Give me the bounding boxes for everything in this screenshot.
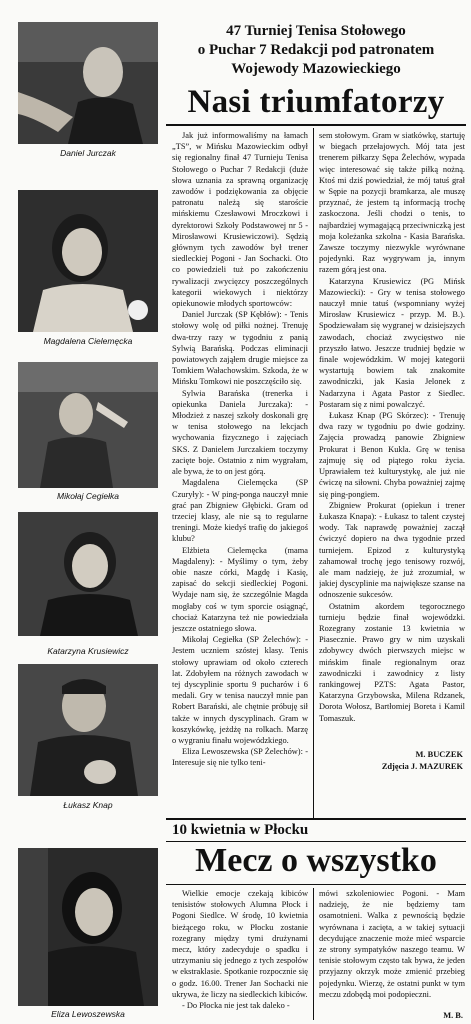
photo-mikolaj-cegielka [18,362,158,488]
article2-byline: M. B. [443,1011,463,1020]
paragraph: mówi szkoleniowiec Pogoni. - Mam nadzieję, że nie będziemy tam osamotnieni. Walka z pewnością będzie wyrównana i zacięta, a w takiej sytuacji decydujące znaczenie może mieć wsparcie ze strony sympatyków naszego teamu. W tenisie stołowym często tak bywa, że jeden przyjazny okrzyk może zmienić przebieg pojedynku. Wierzę, że ostatni punkt w tym meczu zdobędą moi podopieczni. [319,889,465,999]
photo-column [4,0,160,1024]
article2-kicker: 10 kwietnia w Płocku [172,822,309,838]
headline-rule [166,884,466,885]
kicker-line: o Puchar 7 Redakcji pod patronatem [197,42,435,58]
photo-eliza-lewoszewska [18,848,158,1006]
paragraph: Zbigniew Prokurat (opiekun i trener Łukasza Knapa): - Łukasz to talent czystej wody. Tak naprawdę poważniej zaczął ćwiczyć dopiero na dwa tygodnie przed turniejem. Epizod z kulturystyką zahamował trochę jego tenisowy rozwój, ale mam nadzieję, że już zrozumiał, w jakiej dyscyplinie ma największe szanse na odnoszenie sukcesów. [319,500,465,600]
photo-katarzyna-krusiewicz [18,512,158,636]
photo-caption: Daniel Jurczak [60,148,116,158]
photo-caption: Eliza Lewoszewska [51,1009,125,1019]
paragraph: Wielkie emocje czekają kibiców tenisistów stołowych Alumna Płock i Pogoni Siedlce. W środę, 10 kwietnia bieżącego roku, w Płocku zostanie rozegrany między tymi drużynami mecz, który zadecyduje o spadku i utrzymaniu się jednego z tych zespołów w ekstraklasie. Spotkanie rozpocznie się o godz. 16.00. Trener Jan Sochacki nie ukrywa, że liczy na siedleckich kibiców. [172,889,308,999]
paragraph: - Do Płocka nie jest tak daleko - [182,1001,290,1011]
article-kicker [166,22,466,79]
paragraph: Mikołaj Cegiełka (SP Żelechów): - Jestem uczniem szóstej klasy. Tenis stołowy uprawiam od około czterech lat. Zdobyłem na różnych zawodach w tej dyscyplinie sportu 9 pucharów i 6 medali. Gry w tenisa nauczył mnie pan Robert Barański, ale chętnie próbuję sił także w innych dyscyplinach. Gram w koszykówkę, jeżdżę na rolkach. Marzę o wygraniu finału wojewódzkiego. [172,635,308,745]
photo-credit: Zdjęcia J. MAZUREK [381,762,463,771]
article2-headline: Mecz o wszystko [195,842,437,879]
photo-lukasz-knap [18,664,158,796]
photo-caption: Łukasz Knap [63,800,113,810]
portrait-image [18,848,158,1006]
photo-caption: Magdalena Cielemęcka [43,336,133,346]
article-headline: Nasi triumfatorzy [187,84,445,120]
paragraph: Ostatnim akordem tegorocznego turnieju będzie finał wojewódzki. Rozegrany zostanie 13 kwietnia w Piasecznie. Prawo gry w nim uzyskali zdobywcy dwóch pierwszych miejsc w mińskim finale regionalnym oraz zawodniczki i zawodnicy z listy rankingowej PZTS: Agata Pastor, Katarzyna Grzybowska, Milena Rdzanek, Dorota Wołosz, Bartłomiej Boreta i Kamil Tomaszuk. [319,601,465,723]
portrait-image [18,512,158,636]
paragraph: Jak już informowaliśmy na łamach „TS”, w Mińsku Mazowieckim odbył się regionalny finał 47 Turnieju Tenisa Stołowego o Puchar 7 Redakcji (duże słowa uznania za sprawną organizację zawodów i podziękowania za objęcie patronatu należą się staroście mińskiemu Czesławowi Mroczkowi i dyrektorowi Szkoły Podstawowej nr 5 - Mirosławowi Krusiewiczowi). Sędzią głównym tych zawodów był trener siedleckiej Pogoni - Jan Sochacki. Oto co powiedzieli tuż po zakończeniu rywalizacji zwycięzcy poszczególnych kategorii wiekowych i niektórzy opiekunowie młodych sportowców: [172,131,308,309]
paragraph: Łukasz Knap (PG Skórzec): - Trenuję dwa razy w tygodniu po dwie godziny. Zajęcia prowadzą panowie Zbigniew Prokurat i Benon Kukla. Grę w tenisa zajmuję się od piątego roku życia. Uprawiałem też kulturystykę, ale już nie ćwiczę na siłowni. Chyba poważniej zajmę się ping-pongiem. [319,411,465,499]
kicker-line: Wojewody Mazowieckiego [231,61,401,77]
article-column-2 [319,130,465,744]
paragraph: Daniel Jurczak (SP Kębłów): - Tenis stołowy wolę od piłki nożnej. Trenuję dwa-trzy razy w tygodniu z panią Sylwią Barańską. Podczas eliminacji powiatowych zająłem drugie miejsce za Tomkiem Wałachowskim. Szkoda, że w Mińsku Tomkowi nie poszczęściło się. [172,310,308,387]
article-column-1 [172,130,308,814]
portrait-image [18,362,158,488]
article2-column-1 [172,888,308,1022]
article2-column-2 [319,888,465,1012]
portrait-image [18,22,158,144]
paragraph: Eliza Lewoszewska (SP Żelechów): - Interesuje się nie tylko teni- [172,747,308,768]
paragraph: Elżbieta Cielemęcka (mama Magdaleny): - Myślimy o tym, żeby obie nasze córki, Magdę i Kasię, zapisać do sekcji siedleckiej Pogoni. Wydaje nam się, że szczególnie Magda mogłaby coś w tym sporcie osiągnąć, chociaż Katarzyna też nie powiedziała jeszcze ostatniego słowa. [172,545,308,633]
photo-caption: Katarzyna Krusiewicz [47,646,129,656]
author-byline: M. BUCZEK [415,750,463,759]
photo-caption: Mikołaj Cegiełka [57,491,119,501]
section-rule [166,818,466,820]
column-divider [313,888,314,1020]
portrait-image [18,190,158,332]
paragraph: Katarzyna Krusiewicz (PG Mińsk Mazowiecki): - Gry w tenisa stołowego nauczył mnie tatuś (wspomniany wyżej Mirosław Krusiewicz - przyp. M. B.). Spodziewałam się wygranej w dzisiejszych zawodach, chociaż zwycięstwo nie przyszło łatwo. Jeszcze trudniej będzie w finale wojewódzkim. W mojej kategorii wystartują bowiem tak znakomite zawodniczki, jak Kasia Jelonek z Nadarzyna i Agata Pastor z Siedlec. Postaram się z nimi powalczyć. [319,276,465,409]
paragraph: Sylwia Barańska (trenerka i opiekunka Daniela Jurczaka): - Młodzież z naszej szkoły doskonali grę w tenisa stołowego na lekcjach wychowania fizycznego i zajęciach SKS. Z Danielem Jurczakiem toczymy zacięte boje. Ostatnio z nim wygrałam, ale bywa, że to on jest górą. [172,388,308,477]
paragraph: Magdalena Cielemęcka (SP Czuryły): - W ping-ponga nauczył mnie grać pan Zbigniew Głębicki. Gram od trzeciej klasy, ale nie są to regularne treningi. Może kiedyś trafię do jakiegoś klubu? [172,478,308,544]
paragraph: sem stołowym. Gram w siatkówkę, startuję w biegach przełajowych. Mój tata jest trenerem piłkarzy Sępa Żelechów, wypada więc interesować się także piłką nożną. Ktoś mi dziś powiedział, że mój tatuś grał w Sępie na pozycji bramkarza, ale muszę przyznać, że jestem tą informacją trochę zaskoczona. Jeśli chodzi o tenis, to najbardziej wymagającą przeciwniczką jest moja koleżanka szkolna - Kasia Barańska. Zawsze toczymy niezwykle wyrównane pojedynki. Raz wygrywam ja, innym razem górą jest ona. [319,131,465,275]
photo-daniel-jurczak [18,22,158,144]
portrait-image [18,664,158,796]
headline-rule [166,124,466,126]
kicker-line: 47 Turniej Tenisa Stołowego [226,23,406,39]
column-divider [313,128,314,818]
photo-magdalena-cielemecka [18,190,158,332]
